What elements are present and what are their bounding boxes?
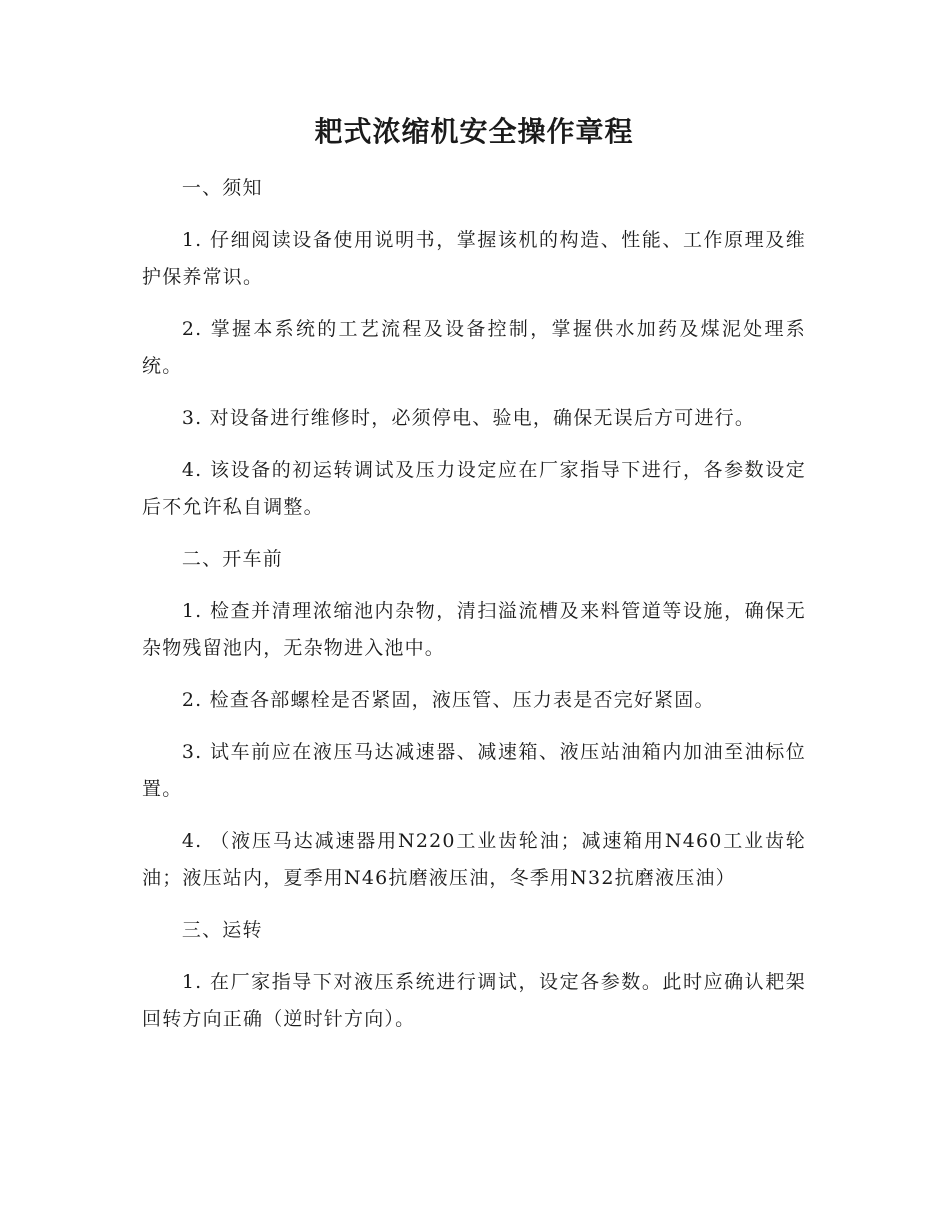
section-item: 2. 掌握本系统的工艺流程及设备控制，掌握供水加药及煤泥处理系统。 bbox=[142, 318, 806, 377]
section-heading: 一、须知 bbox=[181, 177, 263, 199]
section-item: 1. 仔细阅读设备使用说明书，掌握该机的构造、性能、工作原理及维护保养常识。 bbox=[142, 229, 806, 288]
section-item: 4. 该设备的初运转调试及压力设定应在厂家指导下进行，各参数设定后不允许私自调整。 bbox=[142, 459, 806, 518]
section-notice bbox=[142, 170, 806, 526]
section-item: 1. 检查并清理浓缩池内杂物，清扫溢流槽及来料管道等设施，确保无杂物残留池内，无杂物进入池中。 bbox=[142, 600, 806, 659]
section-heading: 二、开车前 bbox=[181, 548, 283, 570]
section-item: 3. 试车前应在液压马达减速器、减速箱、液压站油箱内加油至油标位置。 bbox=[142, 741, 806, 800]
section-item: 2. 检查各部螺栓是否紧固，液压管、压力表是否完好紧固。 bbox=[181, 689, 715, 711]
section-before-start bbox=[142, 541, 806, 897]
section-item: 3. 对设备进行维修时，必须停电、验电，确保无误后方可进行。 bbox=[181, 407, 756, 429]
document-title: 耙式浓缩机安全操作章程 bbox=[314, 115, 634, 148]
section-item: 4. （液压马达减速器用N220工业齿轮油；减速箱用N460工业齿轮油；液压站内，夏季用N46抗磨液压油，冬季用N32抗磨液压油） bbox=[142, 830, 806, 889]
section-item: 1. 在厂家指导下对液压系统进行调试，设定各参数。此时应确认耙架回转方向正确（逆时针方向）。 bbox=[142, 971, 806, 1030]
section-operation bbox=[142, 912, 806, 1038]
section-heading: 三、运转 bbox=[181, 919, 263, 941]
document-page bbox=[142, 108, 806, 1053]
